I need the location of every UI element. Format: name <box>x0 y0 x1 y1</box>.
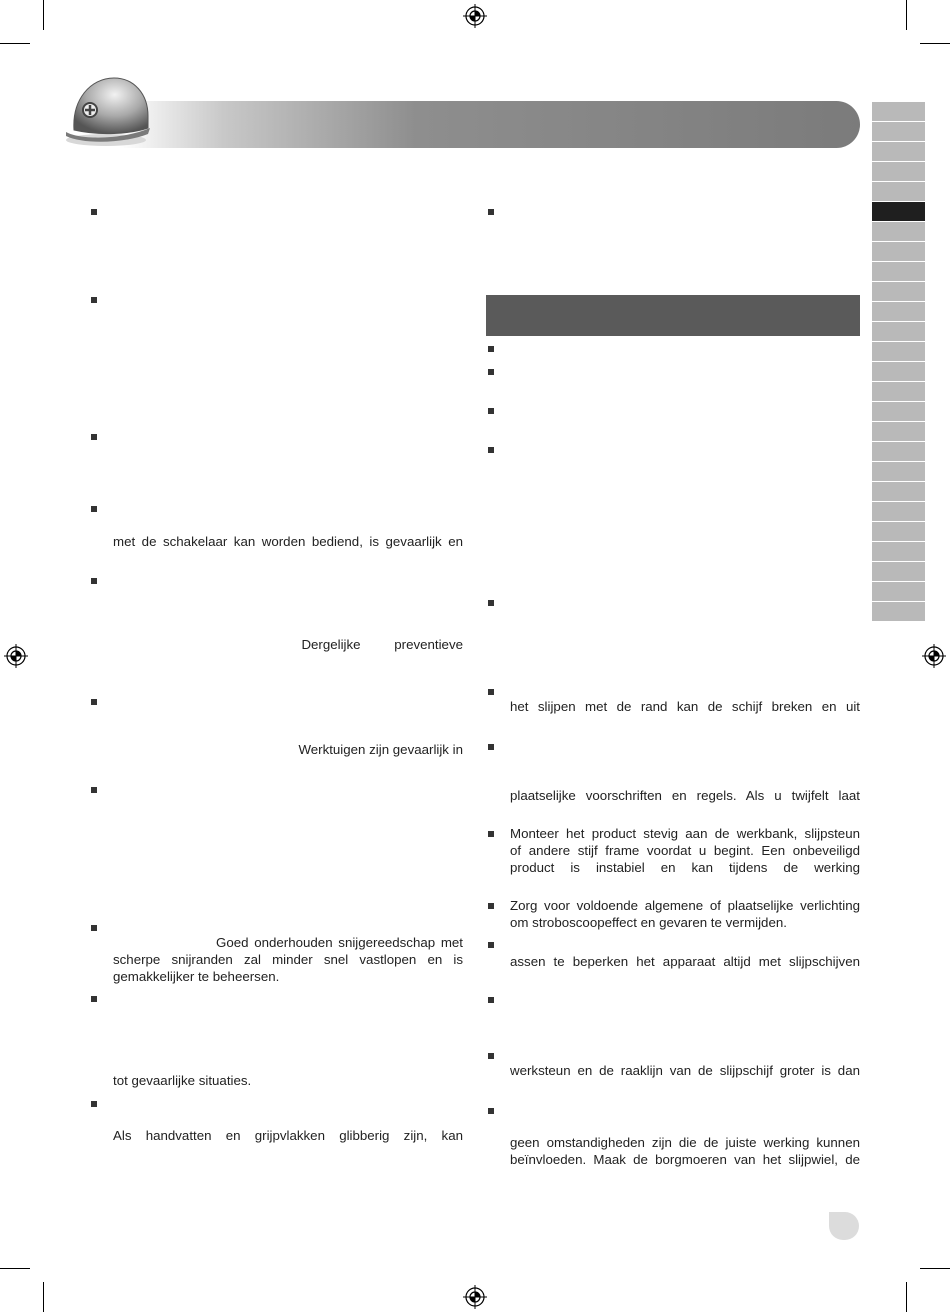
bullet-marker <box>488 689 494 695</box>
chapter-tab[interactable] <box>872 122 925 141</box>
bullet-marker <box>91 434 97 440</box>
bullet-marker <box>488 600 494 606</box>
header-bar <box>120 101 860 148</box>
bullet-marker <box>488 369 494 375</box>
chapter-tab-active[interactable] <box>872 202 925 221</box>
chapter-tab[interactable] <box>872 342 925 361</box>
text-line: werksteun en de raaklijn van de slijpschijf groter is dan <box>510 1063 860 1078</box>
bullet-marker <box>488 209 494 215</box>
text-line: Als handvatten en grijpvlakken glibberig zijn, kan <box>113 1128 463 1143</box>
chapter-tab[interactable] <box>872 162 925 181</box>
text-line: assen te beperken het apparaat altijd met slijpschijven <box>510 954 860 969</box>
text-line: scherpe snijranden zal minder snel vastlopen en is <box>113 952 463 967</box>
bullet-marker <box>91 699 97 705</box>
chapter-tab[interactable] <box>872 302 925 321</box>
chapter-tab[interactable] <box>872 222 925 241</box>
text-line: Goed onderhouden snijgereedschap met <box>216 935 463 950</box>
chapter-tab[interactable] <box>872 142 925 161</box>
crop-mark <box>920 43 950 44</box>
bullet-marker <box>91 506 97 512</box>
chapter-tab[interactable] <box>872 542 925 561</box>
section-heading-bar <box>486 295 860 336</box>
safety-helmet-icon <box>60 70 152 150</box>
chapter-tab-strip <box>872 102 925 622</box>
page-number-badge <box>829 1212 859 1240</box>
crop-mark <box>0 1268 30 1269</box>
chapter-tab[interactable] <box>872 582 925 601</box>
bullet-marker <box>91 297 97 303</box>
bullet-marker <box>488 346 494 352</box>
bullet-marker <box>91 925 97 931</box>
chapter-tab[interactable] <box>872 602 925 621</box>
text-line: Werktuigen zijn gevaarlijk in <box>298 742 463 757</box>
bullet-marker <box>91 209 97 215</box>
text-line: of andere stijf frame voordat u begint. Een onbeveiligd <box>510 843 860 858</box>
text-line: gemakkelijker te beheersen. <box>113 969 280 984</box>
crosshair-registration-icon <box>463 1285 487 1309</box>
bullet-marker <box>488 447 494 453</box>
chapter-tab[interactable] <box>872 442 925 461</box>
crosshair-registration-icon <box>922 644 946 668</box>
text-line: het slijpen met de rand kan de schijf breken en uit <box>510 699 860 714</box>
text-line: product is instabiel en kan tijdens de werking <box>510 860 860 875</box>
bullet-marker <box>91 1101 97 1107</box>
crop-mark <box>920 1268 950 1269</box>
text-line: met de schakelaar kan worden bediend, is gevaarlijk en <box>113 534 463 549</box>
text-line: geen omstandigheden zijn die de juiste werking kunnen <box>510 1135 860 1150</box>
crop-mark <box>43 0 44 30</box>
chapter-tab[interactable] <box>872 462 925 481</box>
bullet-marker <box>488 942 494 948</box>
bullet-marker <box>488 831 494 837</box>
bullet-marker <box>91 578 97 584</box>
crosshair-registration-icon <box>4 644 28 668</box>
bullet-marker <box>488 903 494 909</box>
crop-mark <box>906 1282 907 1312</box>
chapter-tab[interactable] <box>872 562 925 581</box>
chapter-tab[interactable] <box>872 322 925 341</box>
text-line: plaatselijke voorschriften en regels. Als u twijfelt laat <box>510 788 860 803</box>
crop-mark <box>0 43 30 44</box>
text-line: beïnvloeden. Maak de borgmoeren van het slijpwiel, de <box>510 1152 860 1167</box>
bullet-marker <box>488 408 494 414</box>
chapter-tab[interactable] <box>872 422 925 441</box>
text-line: Monteer het product stevig aan de werkbank, slijpsteun <box>510 826 860 841</box>
chapter-tab[interactable] <box>872 482 925 501</box>
chapter-tab[interactable] <box>872 102 925 121</box>
bullet-marker <box>488 1053 494 1059</box>
text-line: tot gevaarlijke situaties. <box>113 1073 252 1088</box>
bullet-marker <box>488 1108 494 1114</box>
crop-mark <box>43 1282 44 1312</box>
chapter-tab[interactable] <box>872 502 925 521</box>
bullet-marker <box>488 997 494 1003</box>
chapter-tab[interactable] <box>872 522 925 541</box>
crop-mark <box>906 0 907 30</box>
text-line: Dergelijke preventieve <box>301 637 463 652</box>
chapter-tab[interactable] <box>872 182 925 201</box>
crosshair-registration-icon <box>463 4 487 28</box>
bullet-marker <box>488 744 494 750</box>
chapter-tab[interactable] <box>872 262 925 281</box>
text-line: om stroboscoopeffect en gevaren te vermijden. <box>510 915 787 930</box>
bullet-marker <box>91 996 97 1002</box>
chapter-tab[interactable] <box>872 282 925 301</box>
bullet-marker <box>91 787 97 793</box>
chapter-tab[interactable] <box>872 402 925 421</box>
chapter-tab[interactable] <box>872 382 925 401</box>
text-line: Zorg voor voldoende algemene of plaatselijke verlichting <box>510 898 860 913</box>
chapter-tab[interactable] <box>872 242 925 261</box>
chapter-tab[interactable] <box>872 362 925 381</box>
